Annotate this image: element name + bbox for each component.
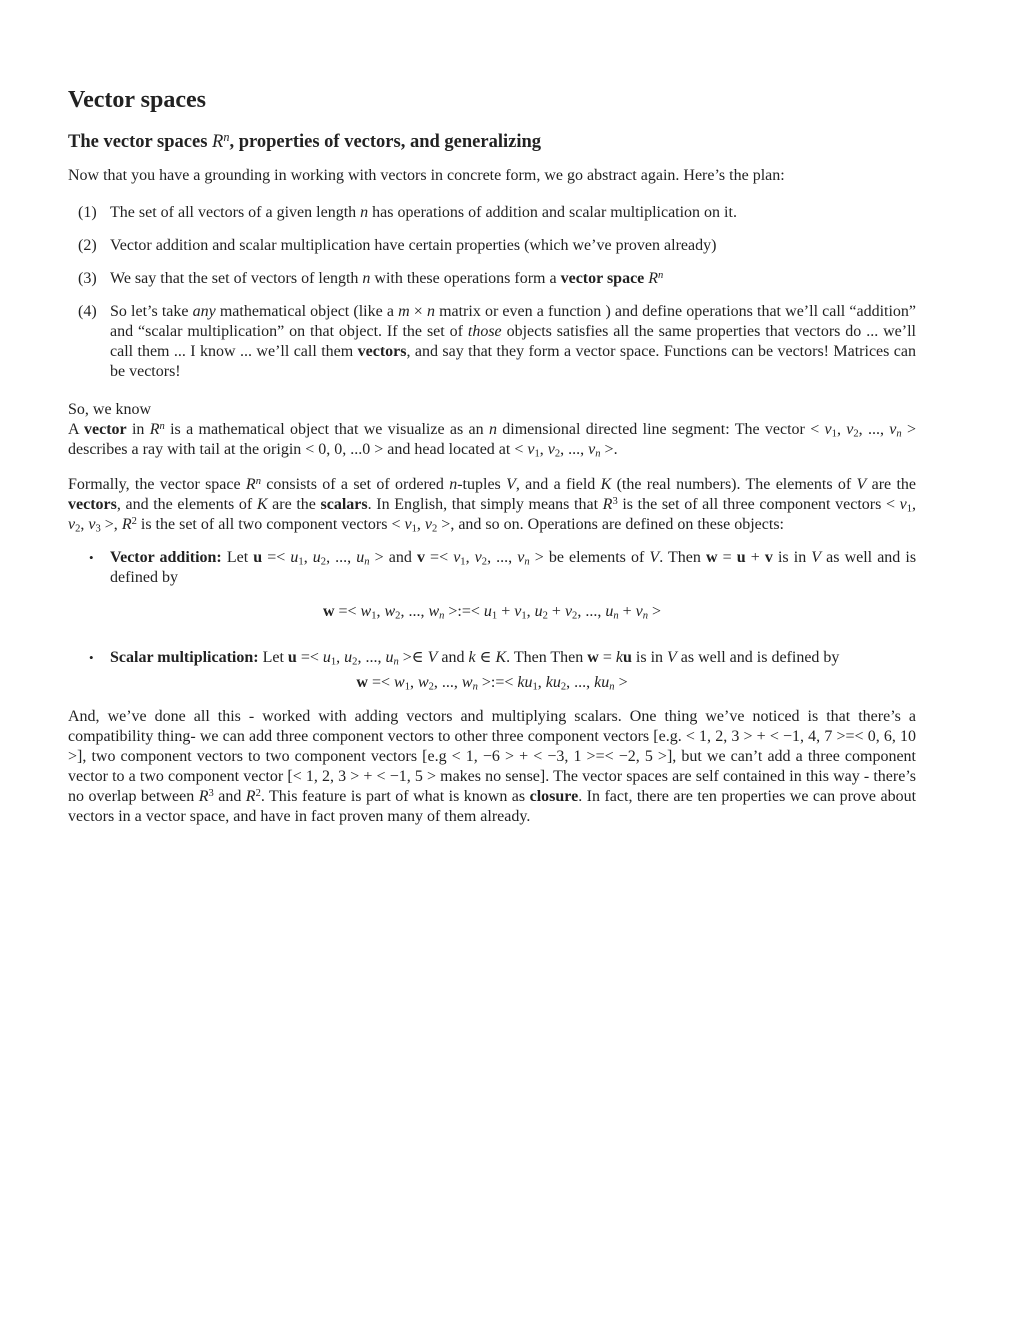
document-page bbox=[68, 86, 916, 827]
document-title: Vector spaces bbox=[68, 87, 206, 113]
know-paragraph-line1: So, we know bbox=[68, 401, 152, 418]
operation-item-scalar-multiplication bbox=[68, 648, 916, 693]
plan-item-2-text: Vector addition and scalar multiplication have certain properties (which we’ve proven already) bbox=[110, 237, 717, 254]
plan-list bbox=[68, 203, 916, 382]
plan-item-4-number: (4) bbox=[78, 303, 97, 320]
plan-item-4-text: So let’s take any mathematical object (like a m × n matrix or even a function ) and define operations that we’ll call “addition” and “scalar multiplication” on that object. If the set of those objects satisfies all the same properties that vectors do ... we’ll call them ... I know ... we’ll call them vectors, and say that they form a vector space. Functions can be vectors! Matrices can be vectors! bbox=[110, 303, 917, 380]
know-paragraph-line2: A vector in $R^n$ is a mathematical object that we visualize as an n dimensional directed line segment: The vector < $v_1$, $v_2$, ..., $v_n$ > describes a ray with tail at the origin < 0, 0, ...0 > and head located at < $v_1$, $v_2$, ..., $v_n$ >. bbox=[68, 420, 917, 460]
intro-paragraph: Now that you have a grounding in working with vectors in concrete form, we go abstract again. Here’s the plan: bbox=[68, 167, 785, 184]
plan-item-1-number: (1) bbox=[78, 204, 97, 221]
plan-item-1 bbox=[68, 203, 916, 223]
know-paragraph bbox=[68, 400, 916, 460]
operation-item-vector-addition bbox=[68, 548, 916, 622]
bullet-icon: • bbox=[89, 550, 94, 565]
closing-paragraph: And, we’ve done all this - worked with adding vectors and multiplying scalars. One thing we’ve noticed is that there’s a compatibility thing- we can add three component vectors to other three component vectors [e.g. < 1, 2, 3 > + < −1, 4, 7 >=< 0, 6, 10 >], two component vectors to two component vectors [e.g < 1, −6 > + < −3, 1 >=< −2, 5 >], but we can’t add a three component vector to a two component vector [< 1, 2, 3 > + < −1, 5 > makes no sense]. The vector spaces are self contained in this way - there’s no overlap between $R^3$ and $R^2$. This feature is part of what is known as closure. In fact, there are ten properties we can prove about vectors in a vector space, and have in fact proven many of them already. bbox=[68, 708, 917, 825]
scalar-multiplication-text: Scalar multiplication: Let $u =< u_1$, $u_2$, ..., $u_n$ >∈ V and k ∈ K. Then Then w = ku is in V as well and is defined by bbox=[110, 649, 840, 668]
plan-item-3-number: (3) bbox=[78, 270, 97, 287]
vector-addition-text: Vector addition: Let $u =< u_1$, $u_2$, ..., $u_n$ > and $v =< v_1$, $v_2$, ..., $v_n$ > be elements of V. Then w = u + v is in V as well and is defined by bbox=[110, 549, 917, 586]
operations-list bbox=[68, 548, 916, 693]
bullet-icon: • bbox=[89, 650, 94, 665]
plan-item-2-number: (2) bbox=[78, 237, 97, 254]
formal-paragraph: Formally, the vector space $R^n$ consists of a set of ordered n-tuples V, and a field K (the real numbers). The elements of V are the vectors, and the elements of K are the scalars. In English, that simply means that $R^3$ is the set of all three component vectors < $v_1$, $v_2$, $v_3$ >, $R^2$ is the set of all two component vectors < $v_1$, $v_2$ >, and so on. Operations are defined on these objects: bbox=[68, 475, 917, 535]
plan-item-3 bbox=[68, 269, 916, 289]
plan-item-3-text: We say that the set of vectors of length n with these operations form a vector space $R^n$ bbox=[110, 269, 664, 287]
scalar-multiplication-equation: $w =< w_1$, $w_2$, ..., $w_n$ >:=< $ku_1$, $ku_2$, ..., $ku_n$ > bbox=[356, 674, 628, 693]
vector-addition-equation: $w =< w_1$, $w_2$, ..., $w_n$ >:=< $u_1 + v_1$, $u_2 + v_2$, ..., $u_n + v_n$ > bbox=[322, 603, 662, 622]
plan-item-2 bbox=[68, 236, 916, 256]
plan-item-1-text: The set of all vectors of a given length n has operations of addition and scalar multiplication on it. bbox=[110, 204, 737, 221]
plan-item-4 bbox=[68, 302, 916, 382]
section-heading: The vector spaces $R^n$, properties of vectors, and generalizing bbox=[68, 130, 542, 152]
